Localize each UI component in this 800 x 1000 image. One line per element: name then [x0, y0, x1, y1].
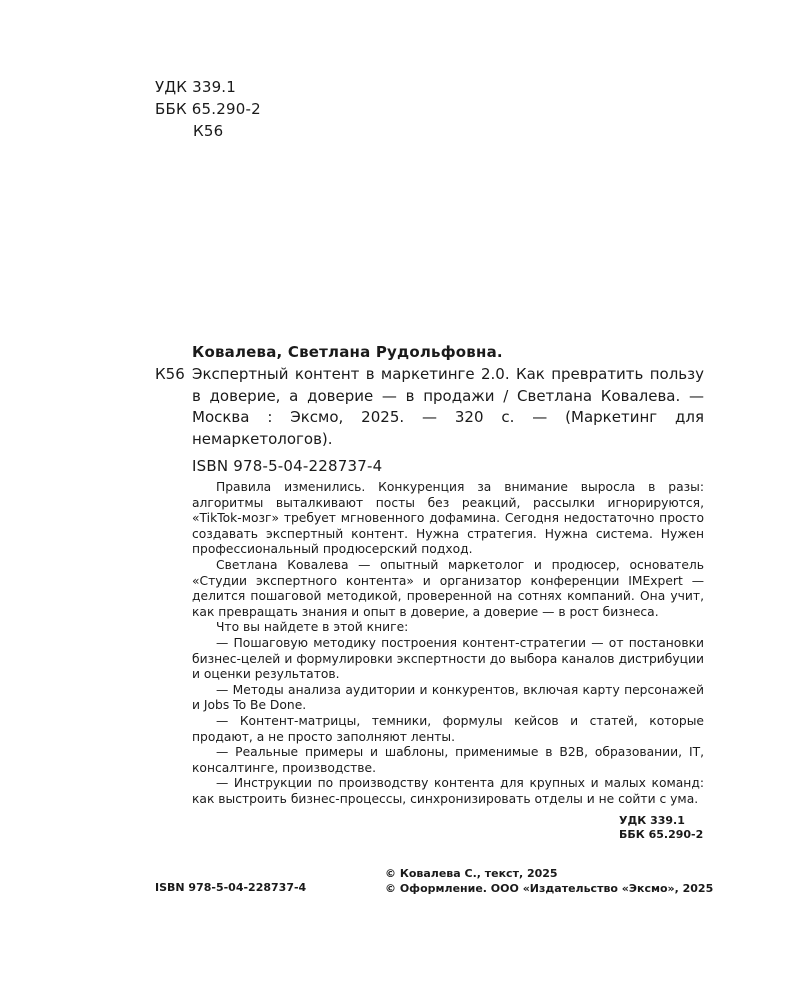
bbk-code: ББК 65.290-2 — [155, 100, 261, 118]
annotation-bullet-list — [192, 636, 704, 808]
author-heading: Ковалева, Светлана Рудольфовна. — [192, 343, 503, 361]
entry-cutter-code: К56 — [155, 365, 185, 383]
bullet-item: — Методы анализа аудитории и конкурентов, включая карту персонажей и Jobs To Be Done. — [192, 683, 704, 714]
annotation-paragraph: Светлана Ковалева — опытный маркетолог и продюсер, основатель «Студии экспертного контента» и организатор конференции IMExpert — делится пошаговой методикой, проверенной на сотнях компаний. Она учит, как превращать знания и опыт в доверие, а доверие — в рост бизнеса. — [192, 557, 704, 619]
annotation-paragraph: Что вы найдете в этой книге: — [216, 620, 409, 635]
footer-codes — [619, 814, 703, 842]
bullet-item: — Контент-матрицы, темники, формулы кейсов и статей, которые продают, а не просто заполняют ленты. — [192, 714, 704, 745]
bullet-item: — Инструкции по производству контента для крупных и малых команд: как выстроить бизнес-процессы, синхронизировать отделы и не сойти с ума. — [192, 776, 704, 807]
udk-code: УДК 339.1 — [155, 78, 237, 96]
copyright-block — [385, 866, 713, 896]
classification-codes — [155, 76, 261, 142]
copyright-text: © Ковалева С., текст, 2025 — [385, 867, 558, 880]
copyright-design: © Оформление. ООО «Издательство «Эксмо», 2025 — [385, 882, 714, 895]
footer-bbk: ББК 65.290-2 — [619, 828, 704, 841]
footer-isbn: ISBN 978-5-04-228737-4 — [155, 881, 307, 894]
cutter-code: К56 — [193, 122, 224, 140]
isbn-main: ISBN 978-5-04-228737-4 — [192, 457, 383, 475]
bullet-item: — Реальные примеры и шаблоны, применимые в B2B, образовании, IT, консалтинге, производстве. — [192, 745, 704, 776]
footer-udk: УДК 339.1 — [619, 814, 685, 827]
bibliographic-description: Экспертный контент в маркетинге 2.0. Как превратить пользу в доверие, а доверие — в продажи / Светлана Ковалева. — Москва : Эксмо, 2025. — 320 с. — (Маркетинг для немаркетологов). — [192, 365, 704, 448]
bullet-item: — Пошаговую методику построения контент-стратегии — от постановки бизнес-целей и формулировки экспертности до выбора каналов дистрибуции и оценки результатов. — [192, 636, 704, 683]
annotation-paragraph: Правила изменились. Конкуренция за внимание выросла в разы: алгоритмы выталкивают посты без реакций, рассылки игнорируются, «TikTok-мозг» требует мгновенного дофамина. Сегодня недостаточно просто создавать экспертный контент. Нужна стратегия. Нужна система. Нужен профессиональный продюсерский подход. — [192, 480, 704, 557]
annotation — [192, 480, 704, 807]
